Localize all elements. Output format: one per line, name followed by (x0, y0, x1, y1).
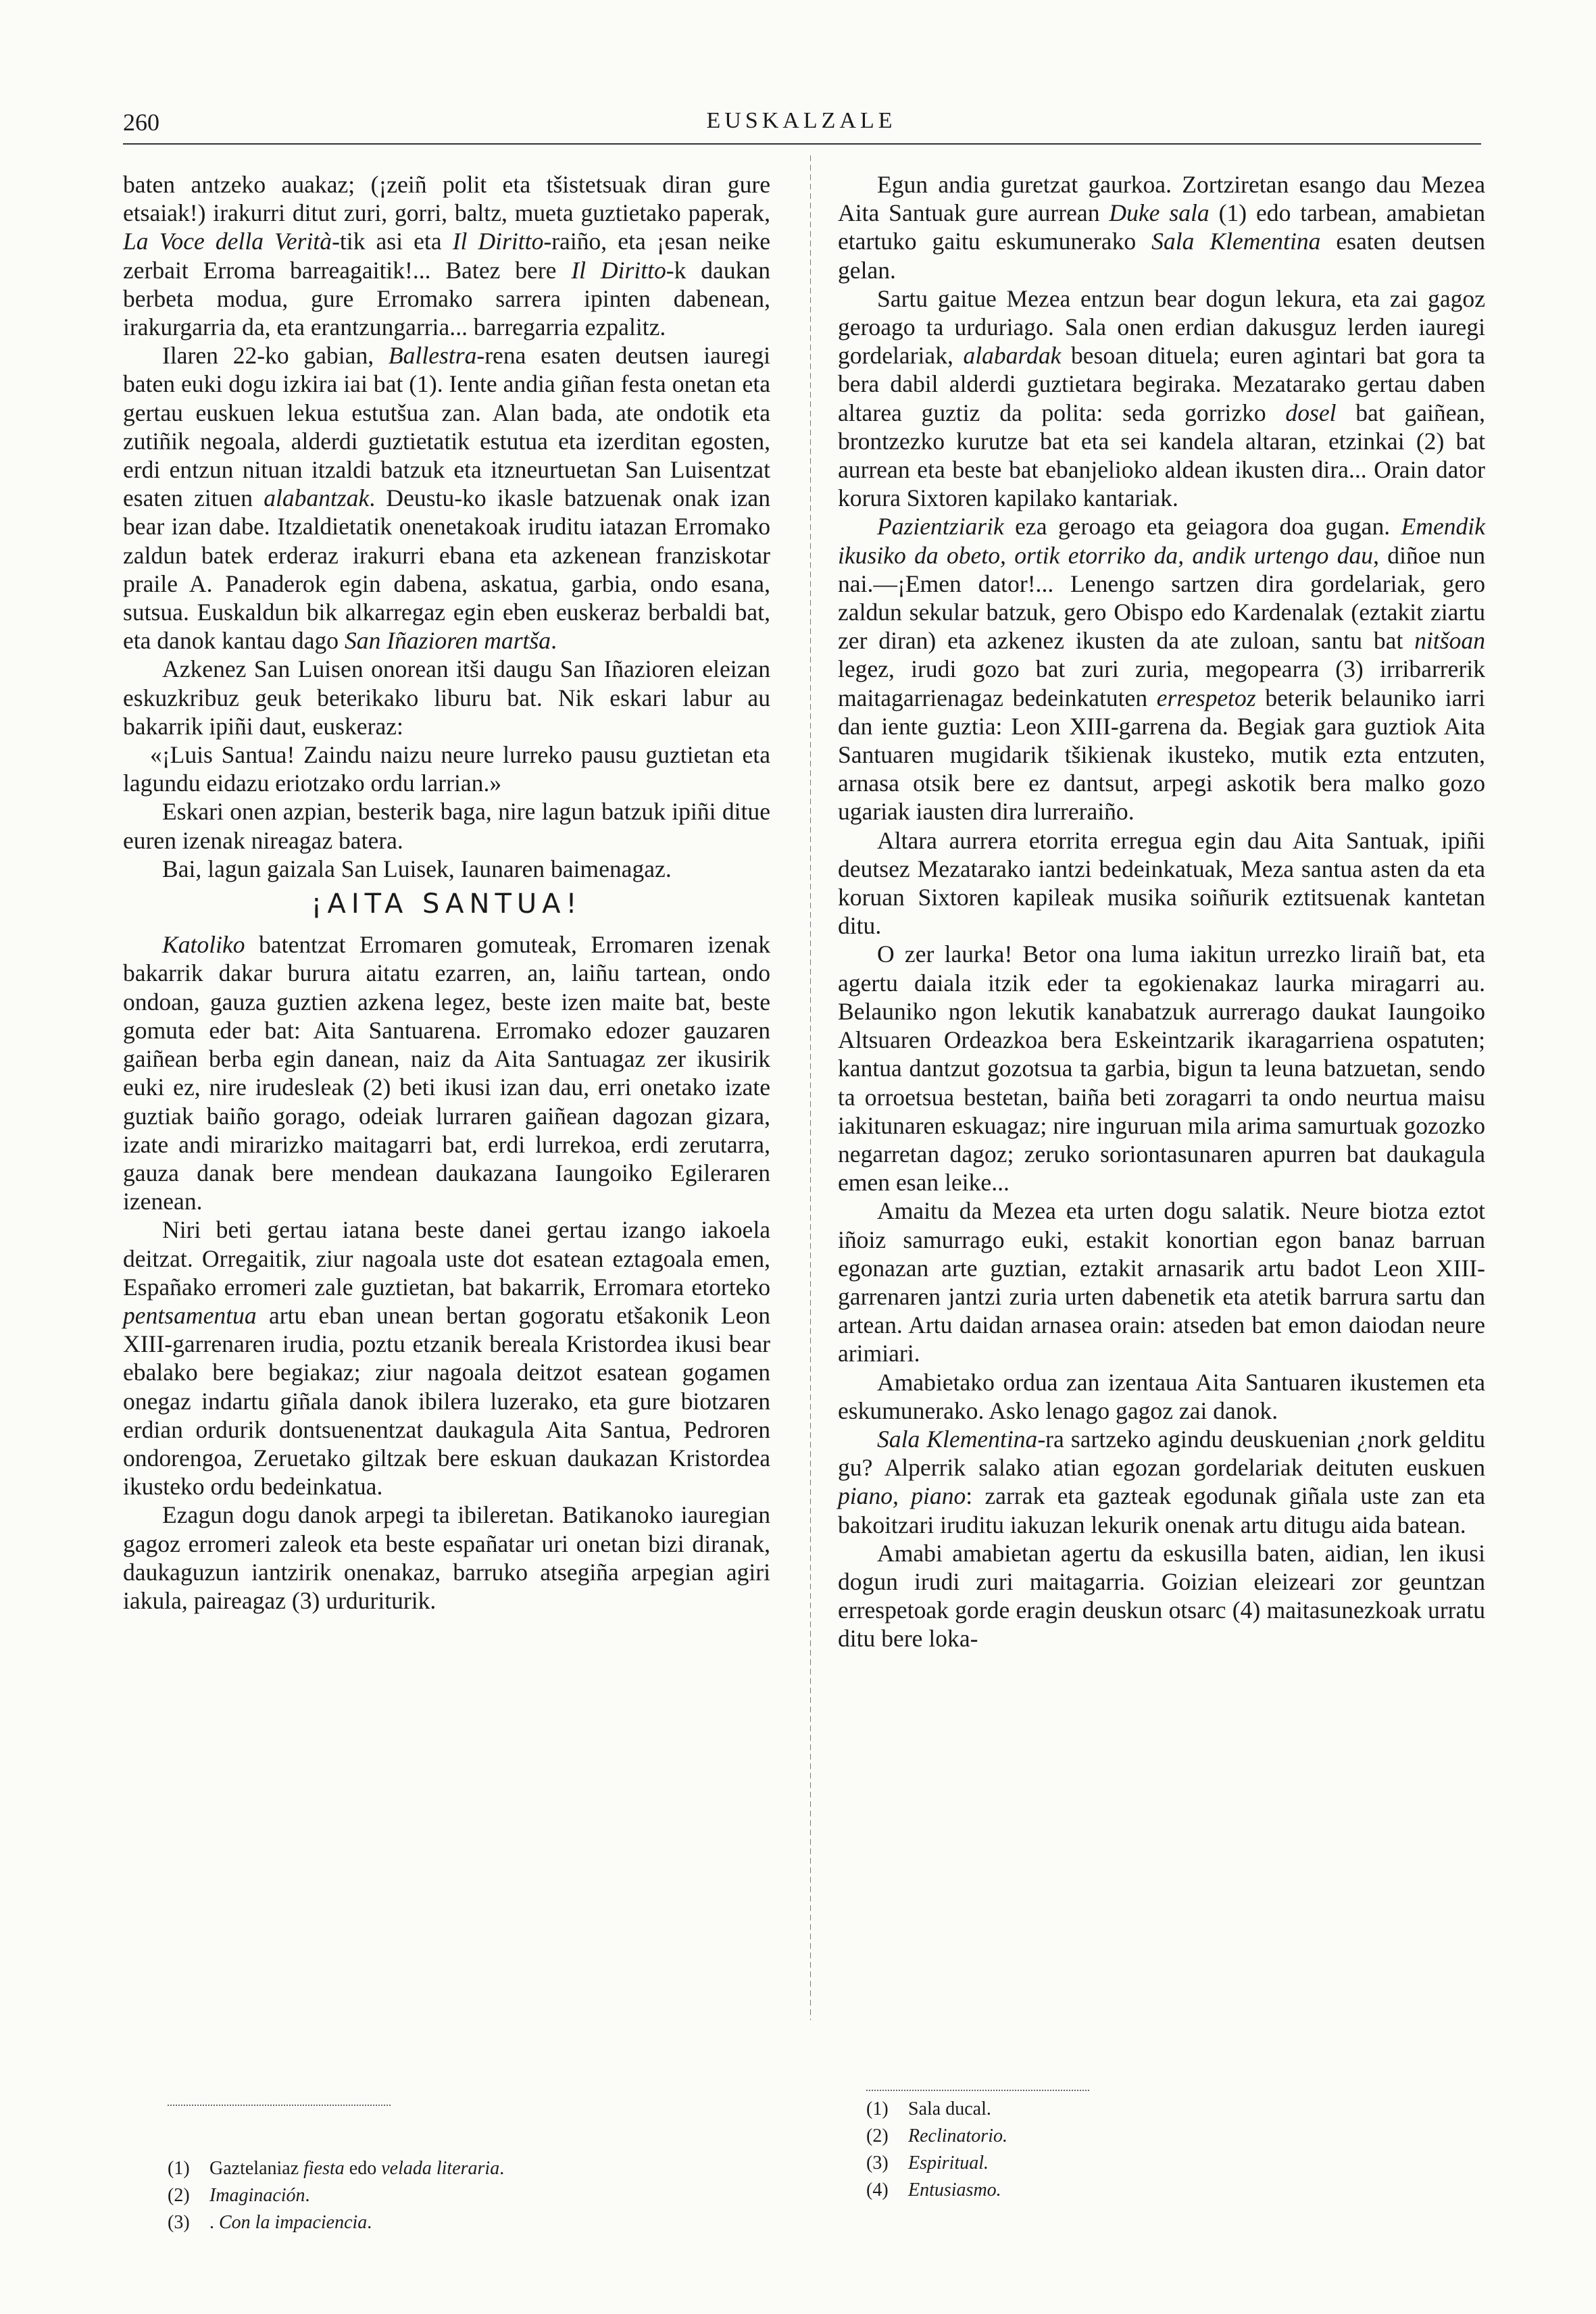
footnote: (2) Imaginación. (168, 2185, 310, 2206)
footnote: (3) . Con la impaciencia. (168, 2212, 372, 2233)
running-title: EUSKALZALE (706, 108, 897, 133)
page-header (123, 108, 1480, 149)
paragraph: O zer laurka! Betor ona luma iakitun urrezko liraiñ bat, eta agertu daiala itzik eder ta egokienakaz laurka miragarri au. Belauniko ngon lekutik kanabatzuk aurrerago daukat Iaungoiko Altsuaren Ordeazkoa bera Eskeintzarik ikaragarriena ospatuten; kantua dantzut gozotsua ta garbia, bigun ta leuna batzuetan, sendo ta orroetsua bestetan, baiña beti zoragarri ta ondo neurtua maisu iakitunaren eskuagaz; nire inguruan mila arima samurtuak gozozko negarretan dagoz; zeruko soriontasunaren apurren bat daukagula emen esan leike... (838, 940, 1485, 1197)
footnote: (2) Reclinatorio. (866, 2126, 1007, 2146)
column-divider (810, 155, 811, 2020)
paragraph: Sartu gaitue Mezea entzun bear dogun lekura, eta zai gagoz geroago ta urduriago. Sala onen erdian dakusguz lerden iauregi gordelariak, alabardak besoan dituela; euren agintari bat gora ta bera dabil alderdi guztietara begiraka. Mezatarako gertau daben altarea guztiz da polita: seda gorrizko dosel bat gaiñean, brontzezko kurutze bat eta sei kandela altaran, etzinkai (2) bat aurrean eta beste bat ebanjelioko aldean ikusten dira... Orain dator korura Sixtoren kapilako kantariak. (838, 284, 1485, 512)
left-column (123, 170, 770, 1615)
footnote-rule-left (168, 2105, 391, 2106)
paragraph: Niri beti gertau iatana beste danei gertau izango iakoela deitzat. Orregaitik, ziur nagoala uste dot esatean eztagoala emen, Españako erromeri zale guztietan, bat bakarrik, Erromara etorteko pentsamentua artu eban unean bertan gogoratu etšakonik Leon XIII-garrenaren irudia, poztu etzanik bereala Kristordea ikusi bear ebalako bere begiakaz; ziur nagoala deitzot esatean gogamen onegaz indartu giñala danok ibilera luzerako, eta gure biotzaren erdian ordurik dontsuenentzat daukagula Aita Santua, Pedroren ondorengoa, Zeruetako giltzak bere eskuan daukazan Kristordea ikusteko ordu bedeinkatua. (123, 1216, 770, 1501)
paragraph: baten antzeko auakaz; (¡zeiñ polit eta tšistetsuak diran gure etsaiak!) irakurri ditut zuri, gorri, baltz, mueta guztietako paperak, La Voce della Verità-tik asi eta Il Diritto-raiño, eta ¡esan neike zerbait Erroma barreagaitik!... Batez bere Il Diritto-k daukan berbeta modua, gure Erromako sarrera ipinten dabenean, irakurgarria da, eta erantzungarria... barregarria ezpalitz. (123, 171, 770, 341)
footnotes-left (168, 2155, 504, 2236)
footnote: (4) Entusiasmo. (866, 2180, 1001, 2200)
section-title: ¡AITA SANTUA! (311, 888, 582, 920)
header-rule (123, 143, 1481, 145)
paragraph: Amabi amabietan agertu da eskusilla baten, aidian, len ikusi dogun irudi zuri maitagarria. Goizian eleizeari zor geuntzan errespetoak gorde eragin deuskun otsarc (4) maitasunezkoak urratu ditu bere loka- (838, 1539, 1485, 1653)
right-column (838, 170, 1485, 1653)
paragraph: Altara aurrera etorrita erregua egin dau Aita Santuak, ipiñi deutsez Mezatarako iantzi bedeinkatuak, Meza santua asten da eta koruan Sixtoren kapileak musika soiñurik eztitsuenak kantetan ditu. (838, 826, 1485, 940)
footnote: (3) Espiritual. (866, 2153, 989, 2173)
page-number: 260 (123, 109, 159, 136)
paragraph: Amaitu da Mezea eta urten dogu salatik. Neure biotza eztot iñoiz samurrago euki, estakit konortian egon banaz barruan egonazan arte guztian, eztakit arnasarik artu badot Leon XIII-garrenaren jantzi zuria urten dabenetik eta atetik barrura sartu dan artean. Artu daidan arnasea orain: atseden bat emon daiodan neure arimiari. (838, 1197, 1485, 1367)
paragraph: Amabietako ordua zan izentaua Aita Santuaren ikustemen eta eskumunerako. Asko lenago gagoz zai danok. (838, 1368, 1485, 1424)
footnote-rule-right (866, 2090, 1089, 2091)
paragraph: Pazientziarik eza geroago eta geiagora doa gugan. Emendik ikusiko da obeto, ortik etorriko da, andik urtengo dau, diñoe nun nai.—¡Emen dator!... Lenengo sartzen dira gordelariak, gero zaldun sekular batzuk, gero Obispo edo Kardenalak (eztakit ziartu zer diran) eta azkenez ikusten da ate zuloan, santu bat nitšoan legez, irudi gozo bat zuri zuria, megopearra (3) irribarrerik maitagarrienagaz bedeinkatuten errespetoz beterik belauniko iarri dan iente guztia: Leon XIII-garrena da. Begiak gara guztiok Aita Santuaren mugidarik tšikienak ikusteko, mutik ezta entzuten, arnasa otsik bere ez dantsut, arpegi askotik bera malko gozo ugariak iausten dira lurreraiño. (838, 513, 1485, 826)
paragraph: Egun andia guretzat gaurkoa. Zortziretan esango dau Mezea Aita Santuak gure aurrean Duke sala (1) edo tarbean, amabietan etartuko gaitu eskumunerako Sala Klementina esaten deutsen gelan. (838, 171, 1485, 284)
paragraph: Ezagun dogu danok arpegi ta ibileretan. Batikanoko iauregian gagoz erromeri zaleok eta beste españatar uri onetan bizi diranak, daukaguzun iantzirik onenakaz, barruko atsegiña arpegian agiri iakula, paireagaz (3) urduriturik. (123, 1501, 770, 1614)
quote-paragraph: «¡Luis Santua! Zaindu naizu neure lurreko pausu guztietan eta lagundu eidazu eriotzako ordu larrian.» (123, 741, 770, 797)
paragraph: Azkenez San Luisen onorean itši daugu San Iñazioren eleizan eskuzkribuz geuk beterikako liburu bat. Nik eskari labur au bakarrik ipiñi daut, euskeraz: (123, 655, 770, 740)
paragraph: Katoliko batentzat Erromaren gomuteak, Erromaren izenak bakarrik dakar burura aitatu ezarren, an, laiñu tartean, ondo ondoan, gauza guztien azkena legez, beste izen maite bat, beste gomuta eder bat: Aita Santuarena. Erromako edozer gauzaren gaiñean berba egin danean, naiz da Aita Santuagaz zer ikusirik euki ez, nire irudesleak (2) beti ikusi izan dau, erri onetako izate guztiak baiño gorago, odeiak lurraren gaiñean dagozan gizara, izate andi mirarizko maitagarri bat, erdi lurrekoa, erdi zerutarra, gauza danak bere mendean daukazana Iaungoiko Egileraren izenean. (123, 931, 770, 1215)
paragraph: Sala Klementina-ra sartzeko agindu deuskuenian ¿nork gelditu gu? Alperrik salako atian egozan gordelariak deituten euskuen piano, piano: zarrak eta gazteak egodunak giñala uste zan eta bakoitzari iruditu iakuzan lekurik onenak artu ditugu aida batean. (838, 1425, 1485, 1538)
paragraph: Eskari onen azpian, besterik baga, nire lagun batzuk ipiñi ditue euren izenak nireagaz batera. (123, 798, 770, 854)
footnote: (1) Gaztelaniaz fiesta edo velada literaria. (168, 2158, 505, 2179)
footnotes-right (866, 2096, 1007, 2204)
footnote: (1) Sala ducal. (866, 2098, 991, 2119)
paragraph: Ilaren 22-ko gabian, Ballestra-rena esaten deutsen iauregi baten euki dogu izkira iai bat (1). Iente andia giñan festa onetan eta gertau euskuen lekua estutšua zan. Alan bada, ate ondotik eta zutiñik negoala, alderdi guztietatik estutua eta izerditan egosten, erdi entzun nituan itzaldi batzuk eta itzneurtuetan San Luisentzat esaten zituen alabantzak. Deustu-ko ikasle batzuenak onak izan bear izan dabe. Itzaldietatik onenetakoak iruditu iatazan Erromako zaldun batek erderaz irakurri ebana eta azkenean franziskotar praile A. Panaderok egin dabena, askatua, garbia, ondo esana, sutsua. Euskaldun bik alkarregaz egin eben euskeraz berbaldi bat, eta danok kantau dago San Iñazioren martša. (123, 342, 770, 655)
paragraph: Bai, lagun gaizala San Luisek, Iaunaren baimenagaz. (162, 855, 672, 882)
